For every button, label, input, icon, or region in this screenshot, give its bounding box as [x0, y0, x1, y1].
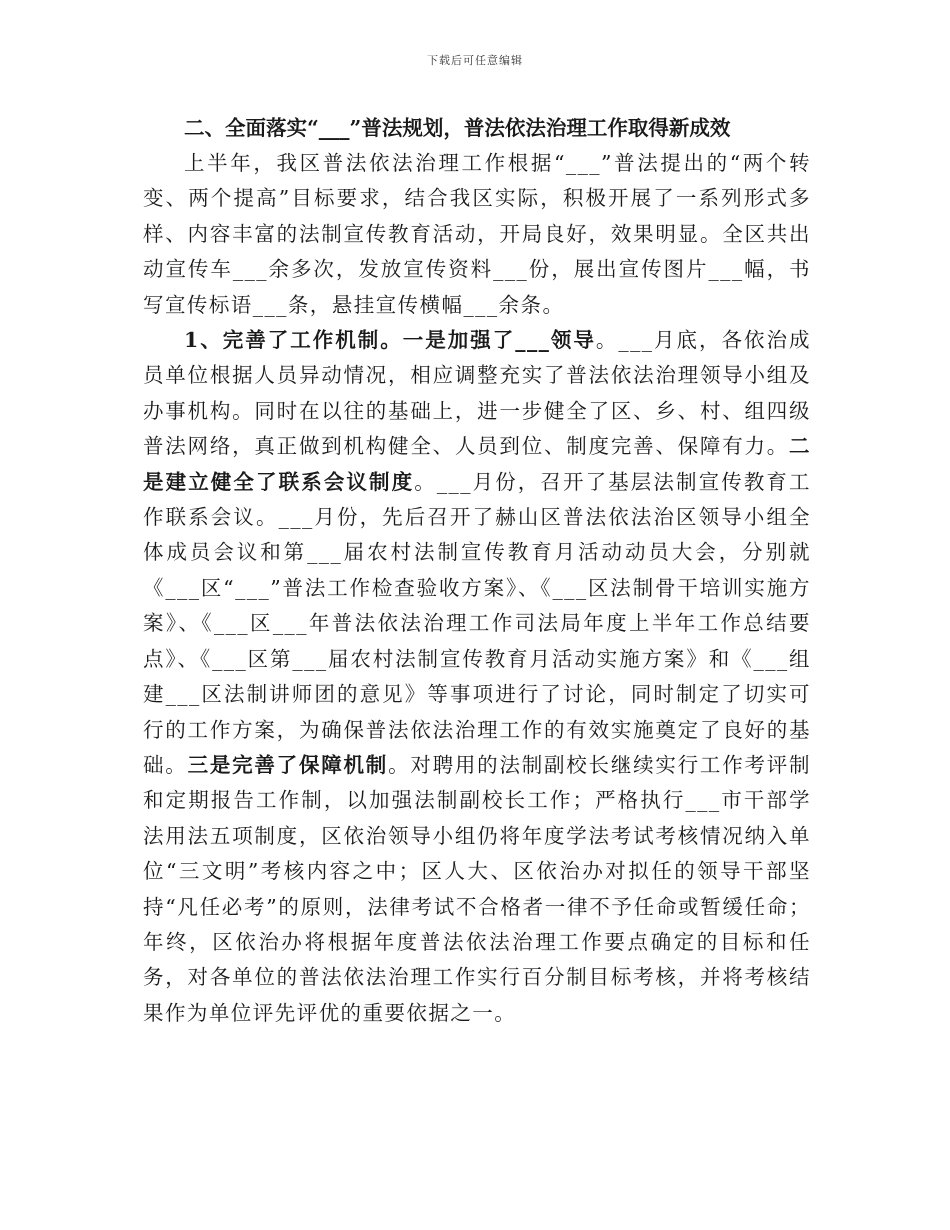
- section-heading: 二、全面落实“___”普法规划，普法依法治理工作取得新成效: [184, 116, 731, 140]
- paragraph-text: 。___月底，各依治成员单位根据人员异动情况，相应调整充实了普法依法治理领导小组及办事机构。同时在以往的基础上，进一步健全了区、乡、村、组四级普法网络，真正做到机构健全、人员到位、制度完善、保障有力。: [143, 328, 812, 459]
- paragraph-summary: 上半年，我区普法依法治理工作根据“___”普法提出的“两个转变、两个提高”目标要求，结合我区实际，积极开展了一系列形式多样、内容丰富的法制宣传教育活动，开局良好，效果明显。全区共出动宣传车___余多次，发放宣传资料___份，展出宣传图片___幅，书写宣传标语___条，悬挂宣传横幅___余条。: [143, 151, 811, 317]
- point-two-bold-text: 二是建立健全了联系会议制度: [143, 434, 811, 494]
- document-body: [143, 110, 811, 1031]
- lead-bold-text: 1、完善了工作机制。一是加强了___领导: [184, 328, 596, 353]
- point-three-bold-text: 三是完善了保障机制: [187, 752, 389, 777]
- header-note: 下载后可任意编辑: [427, 54, 523, 67]
- paragraph-text: 。___月份，召开了基层法制宣传教育工作联系会议。___月份，先后召开了赫山区普法依法治区领导小组全体成员会议和第___届农村法制宣传教育月活动动员大会，分别就《___区“___”普法工作检查验收方案》、《___区法制骨干培训实施方案》、《___区___年普法依法治理工作司法局年度上半年工作总结要点》、《___区第___届农村法制宣传教育月活动实施方案》和《___组建___区法制讲师团的意见》等事项进行了讨论，同时制定了切实可行的工作方案，为确保普法依法治理工作的有效实施奠定了良好的基础。: [143, 469, 811, 777]
- paragraph-work-mechanism: [143, 323, 811, 1031]
- paragraph-text: 。对聘用的法制副校长继续实行工作考评制和定期报告工作制，以加强法制副校长工作；严格执行___市干部学法用法五项制度，区依治领导小组仍将年度学法考试考核情况纳入单位“三文明”考核内容之中；区人大、区依治办对拟任的领导干部坚持“凡任必考”的原则，法律考试不合格者一律不予任命或暂缓任命；年终，区依治办将根据年度普法依法治理工作要点确定的目标和任务，对各单位的普法依法治理工作实行百分制目标考核，并将考核结果作为单位评先评优的重要依据之一。: [143, 752, 811, 1025]
